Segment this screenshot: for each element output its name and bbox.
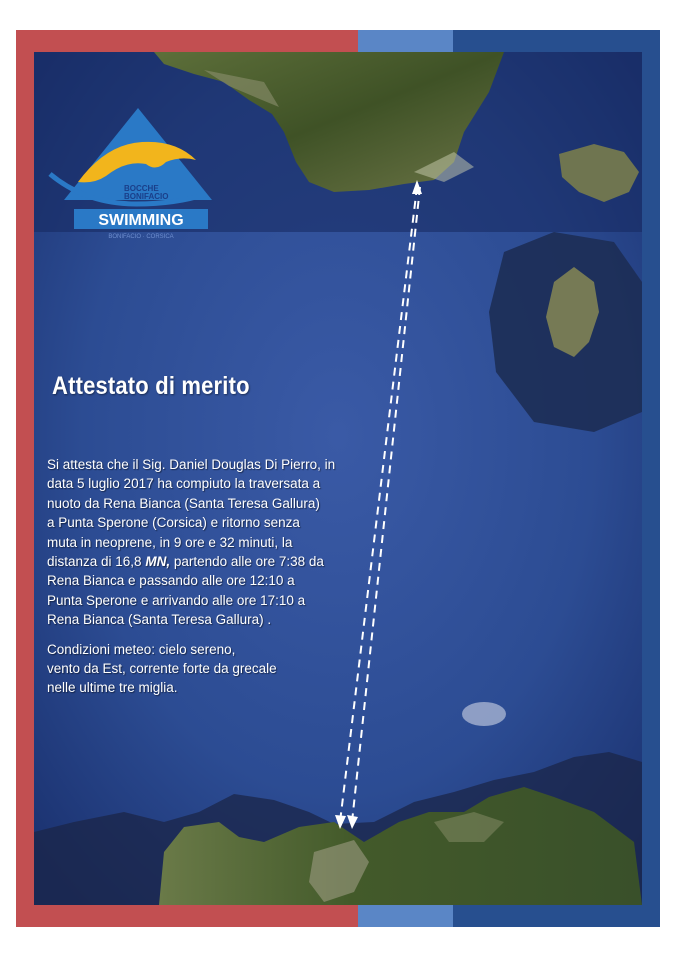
body-line: nuoto da Rena Bianca (Santa Teresa Gallura)	[47, 495, 320, 511]
distance-unit: MN,	[145, 554, 171, 570]
frame-light-blue-segment	[358, 30, 453, 52]
distance-suffix: partendo alle ore 7:38 da	[170, 554, 324, 570]
frame-top-band	[16, 30, 660, 52]
bocche-bonifacio-swimming-logo	[46, 104, 216, 244]
conditions-line: nelle ultime tre miglia.	[47, 680, 178, 696]
distance-line	[47, 552, 377, 571]
body-line: Si attesta che il Sig. Daniel Douglas Di Pierro, in	[47, 457, 336, 472]
distance-prefix: distanza di 16,8	[47, 554, 146, 570]
body-line: muta in neoprene, in 9 ore e 32 minuti, la	[47, 534, 293, 550]
certificate-body	[47, 455, 377, 698]
frame-right-band	[642, 30, 660, 927]
logo-text-line2: BONIFACIO	[124, 192, 169, 201]
certificate-title: Attestato di merito	[52, 372, 250, 400]
frame-left-band	[16, 30, 34, 927]
body-line: data 5 luglio 2017 ha compiuto la traversata a	[47, 476, 321, 492]
body-line: Rena Bianca e passando alle ore 12:10 a	[47, 573, 295, 589]
attestation-paragraph	[47, 455, 377, 630]
frame-dark-blue-segment	[453, 905, 660, 927]
body-line: a Punta Sperone (Corsica) e ritorno senza	[47, 515, 300, 531]
logo-text-line1: BOCCHE	[124, 184, 159, 193]
logo-word: SWIMMING	[98, 212, 184, 229]
frame-light-blue-segment	[358, 905, 453, 927]
body-line: Punta Sperone e arrivando alle ore 17:10 a	[47, 592, 306, 608]
frame-red-segment	[16, 30, 358, 52]
frame-bottom-band	[16, 905, 660, 927]
weather-conditions-paragraph	[47, 640, 377, 698]
conditions-line: vento da Est, corrente forte da grecale	[47, 661, 277, 677]
frame-red-segment	[16, 905, 358, 927]
frame-dark-blue-segment	[453, 30, 660, 52]
body-line: Rena Bianca (Santa Teresa Gallura) .	[47, 612, 272, 628]
logo-tagline: BONIFACIO · CORSICA	[108, 234, 174, 240]
conditions-line: Condizioni meteo: cielo sereno,	[47, 641, 236, 657]
